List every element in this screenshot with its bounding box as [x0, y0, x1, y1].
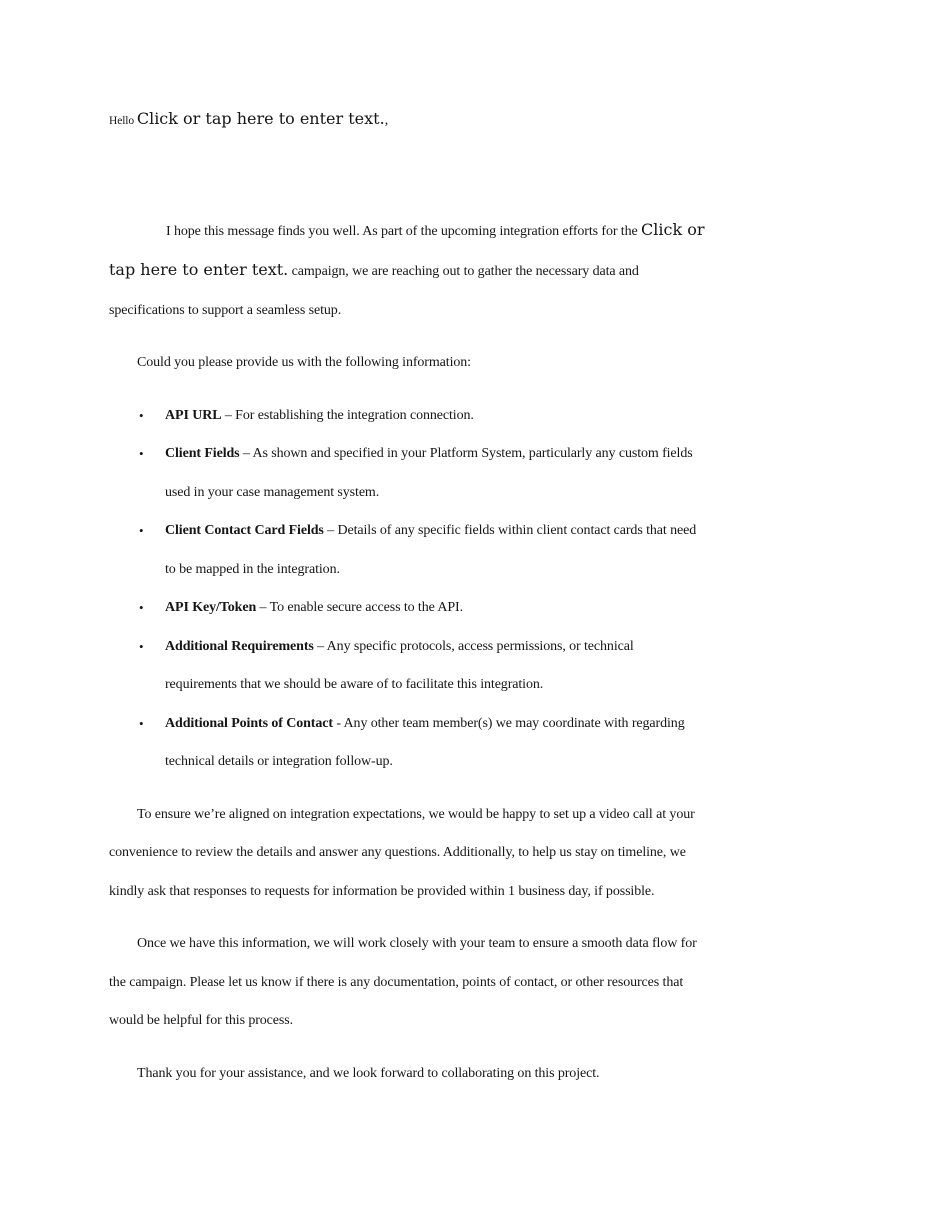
bullet-line [165, 397, 825, 436]
paragraph-line [109, 251, 825, 292]
bullet-line [165, 589, 825, 628]
text-run: the campaign. Please let us know if there is any documentation, points of contact, or other resources that [109, 974, 684, 990]
text-run: Thank you for your assistance, and we look forward to collaborating on this project. [137, 1065, 600, 1081]
text-run: - Any other team member(s) we may coordinate with regarding [332, 715, 685, 731]
bullet-line [165, 705, 825, 744]
bullet-line [165, 551, 825, 590]
bullet-line [165, 474, 825, 513]
bold-label: API Key/Token [165, 600, 257, 615]
text-run: Once we have this information, we will work closely with your team to ensure a smooth data flow for [137, 936, 697, 951]
text-run: campaign, we are reaching out to gather the necessary data and [288, 264, 639, 279]
bold-label: Additional Requirements [165, 638, 314, 654]
bold-label: Client Contact Card Fields [165, 523, 324, 538]
text-run: , [384, 113, 389, 128]
bold-label: Additional Points of Contact [165, 715, 333, 731]
bullet-item [109, 589, 825, 628]
bullet-item [109, 705, 825, 782]
text-run: – To enable secure access to the API. [256, 600, 463, 615]
text-run: would be helpful for this process. [109, 1013, 294, 1028]
bullet-item [109, 397, 825, 436]
paragraph-line [109, 1055, 825, 1094]
text-run: used in your case management system. [165, 484, 380, 500]
text-run: I hope this message finds you well. As part of the upcoming integration efforts for the [166, 223, 642, 239]
intro-paragraph [109, 211, 825, 331]
paragraph-line [109, 344, 825, 383]
document-body [109, 100, 825, 1093]
placeholder-field[interactable]: Click or [641, 219, 705, 239]
bullet-line [165, 435, 825, 474]
text-run: Could you please provide us with the following information: [137, 355, 471, 370]
placeholder-field[interactable]: tap here to enter text. [109, 260, 289, 279]
bullet-icon: • [139, 715, 144, 731]
bullet-line [165, 666, 825, 705]
greeting-paragraph [109, 100, 825, 141]
text-run: requirements that we should be aware of to facilitate this integration. [165, 677, 544, 692]
bullet-line [165, 628, 825, 667]
text-run: technical details or integration follow-up. [165, 754, 393, 769]
paragraph-line [109, 1002, 825, 1041]
text-run: – For establishing the integration connection. [221, 407, 474, 423]
paragraph-line [109, 873, 825, 912]
bullet-item [109, 628, 825, 705]
text-run: – Any specific protocols, access permissions, or technical [313, 638, 634, 654]
bullet-icon: • [139, 523, 144, 538]
bullet-icon: • [139, 638, 144, 654]
bullet-icon: • [139, 407, 144, 423]
paragraph-line [109, 211, 825, 252]
workflow-paragraph [109, 925, 825, 1041]
bullet-item [109, 435, 825, 512]
bullet-item [109, 512, 825, 589]
text-run: – Details of any specific fields within client contact cards that need [323, 523, 697, 538]
bullet-icon: • [139, 446, 144, 461]
text-run: to be mapped in the integration. [165, 561, 340, 577]
text-run: convenience to review the details and answer any questions. Additionally, to help us stay on timeline, we [109, 845, 686, 860]
greeting-text: Hello [109, 115, 137, 127]
blank-line [109, 155, 825, 211]
alignment-paragraph [109, 796, 825, 912]
bold-label: API URL [165, 407, 222, 423]
paragraph-line [109, 925, 825, 964]
text-run: kindly ask that responses to requests for information be provided within 1 business day, if possible. [109, 883, 655, 899]
paragraph-line [109, 100, 825, 141]
text-run: – As shown and specified in your Platform System, particularly any custom fields [239, 446, 693, 461]
request-paragraph [109, 344, 825, 383]
text-run: specifications to support a seamless setup. [109, 302, 342, 318]
paragraph-line [109, 834, 825, 873]
bold-label: Client Fields [165, 446, 240, 461]
bullet-line [165, 743, 825, 782]
thanks-paragraph [109, 1055, 825, 1094]
paragraph-line [109, 964, 825, 1003]
paragraph-line [109, 292, 825, 331]
bullet-icon: • [139, 600, 144, 615]
text-run: To ensure we’re aligned on integration expectations, we would be happy to set up a video call at your [137, 806, 695, 822]
information-list [109, 397, 825, 782]
placeholder-field[interactable]: Click or tap here to enter text. [136, 109, 385, 128]
bullet-line [165, 512, 825, 551]
paragraph-line [109, 796, 825, 835]
